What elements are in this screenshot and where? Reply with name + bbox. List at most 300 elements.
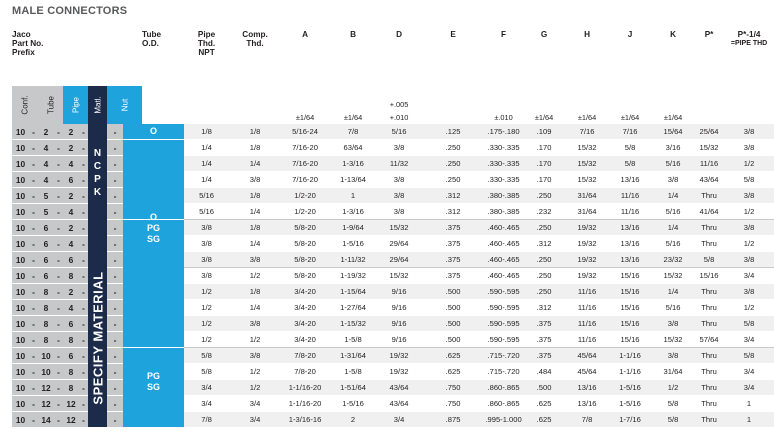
cell-tube-od: 5/8 bbox=[184, 348, 229, 364]
cell-h: 13/16 bbox=[608, 220, 652, 236]
dash-cell: - bbox=[79, 204, 88, 220]
cell-g: 19/32 bbox=[566, 220, 608, 236]
cell-b: 3/8 bbox=[377, 188, 421, 204]
pipe-code-cell: 8 bbox=[63, 332, 79, 348]
cell-f: .170 bbox=[522, 140, 566, 156]
cell-comp: 3/4-20 bbox=[281, 300, 329, 316]
dash-cell: - bbox=[54, 220, 63, 236]
conf-cell: 10 bbox=[12, 300, 29, 316]
tol-g: ±1/64 bbox=[534, 113, 554, 122]
cell-a: 2 bbox=[329, 412, 377, 428]
col-a-header: A bbox=[302, 30, 308, 39]
cell-h: 15/16 bbox=[608, 332, 652, 348]
conf-cell: 10 bbox=[12, 236, 29, 252]
table-row bbox=[12, 220, 774, 236]
cell-d: .375 bbox=[421, 268, 485, 284]
material-letter: C bbox=[93, 161, 102, 172]
cell-a: 1-13/64 bbox=[329, 172, 377, 188]
conf-cell: 10 bbox=[12, 204, 29, 220]
cell-e: .460-.465 bbox=[485, 236, 522, 252]
cell-pipe-thd: 1/8 bbox=[229, 188, 281, 204]
cell-k: 25/64 bbox=[694, 124, 724, 140]
nut-codes bbox=[123, 126, 184, 137]
cell-e: .330-.335 bbox=[485, 156, 522, 172]
dash-cell: - bbox=[54, 268, 63, 284]
dash-cell: - bbox=[54, 252, 63, 268]
cell-d: .500 bbox=[421, 300, 485, 316]
tube-code-cell: 2 bbox=[38, 124, 54, 140]
cell-comp: 7/8-20 bbox=[281, 348, 329, 364]
cell-d: .375 bbox=[421, 220, 485, 236]
nut-code: SG bbox=[147, 381, 161, 392]
tube-code-cell: 4 bbox=[38, 140, 54, 156]
col-h-header: H bbox=[584, 30, 590, 39]
cell-f: .312 bbox=[522, 300, 566, 316]
cell-comp: 1-1/16-20 bbox=[281, 396, 329, 412]
pipe-code-cell: 2 bbox=[63, 124, 79, 140]
tube-code-cell: 6 bbox=[38, 236, 54, 252]
dash-cell: - bbox=[54, 380, 63, 396]
cell-p: 3/8 bbox=[724, 252, 774, 268]
cell-p: 3/8 bbox=[724, 188, 774, 204]
cell-b: 5/16 bbox=[377, 124, 421, 140]
cell-p: 3/4 bbox=[724, 268, 774, 284]
conf-cell: 10 bbox=[12, 124, 29, 140]
cell-g: 15/32 bbox=[566, 172, 608, 188]
cell-h: 11/16 bbox=[608, 188, 652, 204]
conf-cell: 10 bbox=[12, 252, 29, 268]
cell-k: Thru bbox=[694, 284, 724, 300]
cell-tube-od: 5/16 bbox=[184, 188, 229, 204]
dash-cell: - bbox=[107, 396, 123, 412]
cell-f: .250 bbox=[522, 220, 566, 236]
cell-d: .750 bbox=[421, 380, 485, 396]
dash-cell: - bbox=[79, 284, 88, 300]
conf-cell: 10 bbox=[12, 348, 29, 364]
cell-p: 3/8 bbox=[724, 220, 774, 236]
cell-h: 1-5/16 bbox=[608, 396, 652, 412]
cell-e: .715-.720 bbox=[485, 348, 522, 364]
cell-comp: 5/8-20 bbox=[281, 268, 329, 284]
cell-a: 1-51/64 bbox=[329, 380, 377, 396]
cell-e: .460-.465 bbox=[485, 220, 522, 236]
tube-code-cell: 5 bbox=[38, 188, 54, 204]
cell-k: Thru bbox=[694, 188, 724, 204]
cell-a: 1-5/16 bbox=[329, 236, 377, 252]
cell-comp: 7/16-20 bbox=[281, 172, 329, 188]
cell-e: .860-.865 bbox=[485, 380, 522, 396]
cell-tube-od: 3/8 bbox=[184, 220, 229, 236]
cell-k: 15/32 bbox=[694, 140, 724, 156]
tube-code-cell: 10 bbox=[38, 364, 54, 380]
cell-k: Thru bbox=[694, 236, 724, 252]
dash-cell: - bbox=[54, 124, 63, 140]
cell-j: 5/16 bbox=[652, 300, 694, 316]
cell-e: .860-.865 bbox=[485, 396, 522, 412]
cell-g: 11/16 bbox=[566, 332, 608, 348]
cell-a: 1 bbox=[329, 188, 377, 204]
cell-d: .500 bbox=[421, 332, 485, 348]
comp-thd-header: Comp. Thd. bbox=[242, 30, 268, 48]
tol-pipe-thd bbox=[184, 86, 229, 124]
cell-tube-od: 1/2 bbox=[184, 316, 229, 332]
cell-b: 3/8 bbox=[377, 172, 421, 188]
cell-tube-od: 1/4 bbox=[184, 172, 229, 188]
cell-e: .330-.335 bbox=[485, 140, 522, 156]
cell-p: 3/4 bbox=[724, 380, 774, 396]
table-row bbox=[12, 140, 774, 156]
dash-cell: - bbox=[107, 364, 123, 380]
cell-comp: 7/16-20 bbox=[281, 140, 329, 156]
dash-cell: - bbox=[107, 412, 123, 428]
cell-pipe-thd: 3/8 bbox=[229, 172, 281, 188]
dash-cell: - bbox=[29, 220, 38, 236]
pipe-code-cell: 6 bbox=[63, 252, 79, 268]
nut-code: SG bbox=[147, 233, 161, 244]
cell-a: 1-5/8 bbox=[329, 364, 377, 380]
pipe-code-cell: 12 bbox=[63, 396, 79, 412]
pipe-code-cell: 4 bbox=[63, 156, 79, 172]
cell-h: 13/16 bbox=[608, 252, 652, 268]
dash-cell: - bbox=[29, 364, 38, 380]
dash-cell: - bbox=[79, 172, 88, 188]
cell-k: Thru bbox=[694, 348, 724, 364]
conf-cell: 10 bbox=[12, 380, 29, 396]
cell-comp: 1/2-20 bbox=[281, 188, 329, 204]
cell-h: 1-5/16 bbox=[608, 380, 652, 396]
cell-a: 63/64 bbox=[329, 140, 377, 156]
cell-b: 15/32 bbox=[377, 220, 421, 236]
cell-j: 15/32 bbox=[652, 332, 694, 348]
cell-e: .995-1.000 bbox=[485, 412, 522, 428]
cell-k: Thru bbox=[694, 396, 724, 412]
col-k-header: K bbox=[670, 30, 676, 39]
cell-j: 3/8 bbox=[652, 348, 694, 364]
cell-pipe-thd: 1/4 bbox=[229, 204, 281, 220]
pipe-code-cell: 2 bbox=[63, 140, 79, 156]
cell-f: .625 bbox=[522, 412, 566, 428]
cell-tube-od: 1/8 bbox=[184, 124, 229, 140]
cell-comp: 7/8-20 bbox=[281, 364, 329, 380]
cell-pipe-thd: 1/2 bbox=[229, 380, 281, 396]
conf-cell: 10 bbox=[12, 396, 29, 412]
nut-code: PG bbox=[147, 222, 161, 233]
cell-j: 3/16 bbox=[652, 140, 694, 156]
dash-cell: - bbox=[29, 348, 38, 364]
cell-f: .109 bbox=[522, 124, 566, 140]
cell-f: .250 bbox=[522, 188, 566, 204]
tube-code-cell: 8 bbox=[38, 300, 54, 316]
cell-f: .250 bbox=[522, 284, 566, 300]
cell-f: .250 bbox=[522, 252, 566, 268]
cell-f: .500 bbox=[522, 380, 566, 396]
cell-g: 31/64 bbox=[566, 204, 608, 220]
cell-d: .625 bbox=[421, 348, 485, 364]
dash-cell: - bbox=[79, 252, 88, 268]
cell-g: 7/16 bbox=[566, 124, 608, 140]
pipe-code-cell: 6 bbox=[63, 348, 79, 364]
cell-g: 7/8 bbox=[566, 412, 608, 428]
cell-comp: 5/16-24 bbox=[281, 124, 329, 140]
col-p-header: P* bbox=[704, 30, 714, 39]
cell-f: .375 bbox=[522, 316, 566, 332]
col-e-header: E bbox=[450, 30, 456, 39]
cell-f: .250 bbox=[522, 268, 566, 284]
dash-cell: - bbox=[107, 252, 123, 268]
cell-g: 19/32 bbox=[566, 236, 608, 252]
dash-cell: - bbox=[79, 156, 88, 172]
cell-h: 15/16 bbox=[608, 284, 652, 300]
cell-b: 3/4 bbox=[377, 412, 421, 428]
cell-tube-od: 3/8 bbox=[184, 252, 229, 268]
cell-b: 19/32 bbox=[377, 348, 421, 364]
conf-cell: 10 bbox=[12, 172, 29, 188]
tol-k: ±1/64 bbox=[663, 113, 683, 122]
conf-cell: 10 bbox=[12, 316, 29, 332]
cell-b: 29/64 bbox=[377, 252, 421, 268]
dash-cell: - bbox=[107, 316, 123, 332]
dash-cell: - bbox=[29, 156, 38, 172]
cell-a: 1-19/32 bbox=[329, 268, 377, 284]
cell-d: .312 bbox=[421, 204, 485, 220]
sub-header-nut bbox=[107, 86, 142, 124]
cell-j: 15/32 bbox=[652, 268, 694, 284]
cell-j: 1/4 bbox=[652, 220, 694, 236]
cell-d: .500 bbox=[421, 316, 485, 332]
cell-e: .715-.720 bbox=[485, 364, 522, 380]
cell-b: 3/8 bbox=[377, 204, 421, 220]
cell-p: 5/8 bbox=[724, 348, 774, 364]
dash-cell: - bbox=[29, 124, 38, 140]
cell-h: 1-7/16 bbox=[608, 412, 652, 428]
cell-g: 11/16 bbox=[566, 300, 608, 316]
cell-e: .590-.595 bbox=[485, 316, 522, 332]
col-p14-header: P*-1/4 =PIPE THD bbox=[730, 30, 768, 47]
cell-d: .875 bbox=[421, 412, 485, 428]
cell-f: .375 bbox=[522, 332, 566, 348]
cell-p: 1/2 bbox=[724, 236, 774, 252]
tol-b: ±1/64 bbox=[343, 113, 363, 122]
cell-j: 5/16 bbox=[652, 236, 694, 252]
cell-b: 11/32 bbox=[377, 156, 421, 172]
cell-p: 5/8 bbox=[724, 172, 774, 188]
pipe-code-cell: 4 bbox=[63, 204, 79, 220]
pipe-code-cell: 6 bbox=[63, 172, 79, 188]
tol-h: ±1/64 bbox=[577, 113, 597, 122]
sub-header-pipe bbox=[63, 86, 88, 124]
dash-cell: - bbox=[29, 300, 38, 316]
cell-e: .460-.465 bbox=[485, 252, 522, 268]
cell-p: 1/2 bbox=[724, 204, 774, 220]
cell-comp: 3/4-20 bbox=[281, 316, 329, 332]
dash-cell: - bbox=[79, 140, 88, 156]
cell-pipe-thd: 1/8 bbox=[229, 124, 281, 140]
cell-k: Thru bbox=[694, 380, 724, 396]
cell-k: Thru bbox=[694, 412, 724, 428]
cell-p: 3/4 bbox=[724, 332, 774, 348]
cell-f: .375 bbox=[522, 348, 566, 364]
cell-j: 31/64 bbox=[652, 364, 694, 380]
cell-d: .250 bbox=[421, 156, 485, 172]
cell-h: 7/16 bbox=[608, 124, 652, 140]
cell-pipe-thd: 1/8 bbox=[229, 140, 281, 156]
dash-cell: - bbox=[29, 396, 38, 412]
cell-tube-od: 3/8 bbox=[184, 236, 229, 252]
material-letter: K bbox=[93, 187, 102, 198]
cell-d: .250 bbox=[421, 172, 485, 188]
tube-code-cell: 5 bbox=[38, 204, 54, 220]
cell-h: 15/16 bbox=[608, 300, 652, 316]
material-letter: N bbox=[93, 148, 102, 159]
cell-e: .590-.595 bbox=[485, 300, 522, 316]
col-g-header: G bbox=[540, 30, 548, 39]
cell-k: Thru bbox=[694, 220, 724, 236]
cell-h: 5/8 bbox=[608, 140, 652, 156]
dash-cell: - bbox=[29, 204, 38, 220]
tube-code-cell: 10 bbox=[38, 348, 54, 364]
cell-a: 1-11/32 bbox=[329, 252, 377, 268]
cell-k: 43/64 bbox=[694, 172, 724, 188]
cell-k: 15/16 bbox=[694, 268, 724, 284]
dash-cell: - bbox=[107, 236, 123, 252]
sub-header-tube bbox=[38, 86, 63, 124]
tube-code-cell: 4 bbox=[38, 172, 54, 188]
nut-code-cell bbox=[123, 348, 184, 428]
cell-pipe-thd: 1/4 bbox=[229, 300, 281, 316]
dash-cell: - bbox=[79, 348, 88, 364]
tube-code-cell: 12 bbox=[38, 396, 54, 412]
cell-p: 5/8 bbox=[724, 316, 774, 332]
cell-g: 13/16 bbox=[566, 396, 608, 412]
dash-cell: - bbox=[29, 412, 38, 428]
dash-cell: - bbox=[79, 364, 88, 380]
dash-cell: - bbox=[29, 140, 38, 156]
pipe-code-cell: 8 bbox=[63, 364, 79, 380]
cell-f: .170 bbox=[522, 172, 566, 188]
cell-j: 1/4 bbox=[652, 284, 694, 300]
cell-d: .750 bbox=[421, 396, 485, 412]
cell-j: 15/64 bbox=[652, 124, 694, 140]
cell-d: .625 bbox=[421, 364, 485, 380]
cell-a: 1-3/16 bbox=[329, 204, 377, 220]
dash-cell: - bbox=[79, 300, 88, 316]
col-j-header: J bbox=[627, 30, 633, 39]
table-row bbox=[12, 348, 774, 364]
cell-b: 15/32 bbox=[377, 268, 421, 284]
dash-cell: - bbox=[79, 124, 88, 140]
cell-b: 9/16 bbox=[377, 332, 421, 348]
cell-g: 19/32 bbox=[566, 268, 608, 284]
conf-cell: 10 bbox=[12, 220, 29, 236]
sub-header-conf bbox=[12, 86, 38, 124]
tol-tube-od bbox=[142, 86, 184, 124]
tube-code-cell: 6 bbox=[38, 268, 54, 284]
cell-p: 3/8 bbox=[724, 124, 774, 140]
tol-comp bbox=[229, 86, 281, 124]
cell-a: 1-15/32 bbox=[329, 316, 377, 332]
cell-k: Thru bbox=[694, 364, 724, 380]
cell-pipe-thd: 1/4 bbox=[229, 236, 281, 252]
dash-cell: - bbox=[107, 332, 123, 348]
cell-a: 7/8 bbox=[329, 124, 377, 140]
cell-b: 19/32 bbox=[377, 364, 421, 380]
cell-p: 1/2 bbox=[724, 156, 774, 172]
nut-codes bbox=[123, 212, 184, 245]
table-row bbox=[12, 124, 774, 140]
dash-cell: - bbox=[107, 188, 123, 204]
dash-cell: - bbox=[54, 396, 63, 412]
cell-b: 43/64 bbox=[377, 396, 421, 412]
dash-cell: - bbox=[79, 396, 88, 412]
dash-cell: - bbox=[79, 412, 88, 428]
dash-cell: - bbox=[107, 220, 123, 236]
cell-b: 3/8 bbox=[377, 140, 421, 156]
dash-cell: - bbox=[79, 316, 88, 332]
cell-b: 9/16 bbox=[377, 316, 421, 332]
cell-j: 3/8 bbox=[652, 172, 694, 188]
sub-header-matl-label: Matl. bbox=[93, 96, 102, 114]
col-f-header: F bbox=[501, 30, 507, 39]
dash-cell: - bbox=[29, 188, 38, 204]
cell-h: 1-1/16 bbox=[608, 348, 652, 364]
cell-tube-od: 5/16 bbox=[184, 204, 229, 220]
cell-pipe-thd: 3/8 bbox=[229, 252, 281, 268]
sub-header-nut-label: Nut bbox=[120, 98, 130, 112]
tol-f: ±.010 bbox=[494, 113, 513, 122]
cell-g: 11/16 bbox=[566, 284, 608, 300]
conf-cell: 10 bbox=[12, 412, 29, 428]
cell-tube-od: 1/4 bbox=[184, 156, 229, 172]
conf-cell: 10 bbox=[12, 156, 29, 172]
dash-cell: - bbox=[107, 156, 123, 172]
dash-cell: - bbox=[29, 332, 38, 348]
cell-p: 3/4 bbox=[724, 364, 774, 380]
dash-cell: - bbox=[54, 188, 63, 204]
cell-k: Thru bbox=[694, 316, 724, 332]
cell-g: 31/64 bbox=[566, 188, 608, 204]
male-connectors-table bbox=[12, 28, 774, 428]
dash-cell: - bbox=[54, 172, 63, 188]
cell-comp: 1-3/16-16 bbox=[281, 412, 329, 428]
dash-cell: - bbox=[79, 380, 88, 396]
cell-comp: 3/4-20 bbox=[281, 284, 329, 300]
conf-cell: 10 bbox=[12, 188, 29, 204]
cell-d: .312 bbox=[421, 188, 485, 204]
cell-f: .170 bbox=[522, 156, 566, 172]
tube-od-header: Tube O.D. bbox=[142, 30, 161, 48]
dash-cell: - bbox=[29, 252, 38, 268]
cell-pipe-thd: 3/8 bbox=[229, 348, 281, 364]
cell-h: 1-1/16 bbox=[608, 364, 652, 380]
pipe-code-cell: 2 bbox=[63, 220, 79, 236]
pipe-code-cell: 8 bbox=[63, 380, 79, 396]
tolerance-row bbox=[12, 86, 774, 124]
dash-cell: - bbox=[79, 236, 88, 252]
cell-k: 41/64 bbox=[694, 204, 724, 220]
cell-j: 5/8 bbox=[652, 412, 694, 428]
cell-e: .380-.385 bbox=[485, 188, 522, 204]
cell-pipe-thd: 1/4 bbox=[229, 156, 281, 172]
cell-p: 1 bbox=[724, 412, 774, 428]
cell-a: 1-15/64 bbox=[329, 284, 377, 300]
page-title: MALE CONNECTORS bbox=[12, 5, 128, 17]
dash-cell: - bbox=[29, 172, 38, 188]
dash-cell: - bbox=[29, 236, 38, 252]
cell-comp: 5/8-20 bbox=[281, 252, 329, 268]
cell-tube-od: 1/4 bbox=[184, 140, 229, 156]
dash-cell: - bbox=[54, 284, 63, 300]
nut-code-cell bbox=[123, 140, 184, 220]
